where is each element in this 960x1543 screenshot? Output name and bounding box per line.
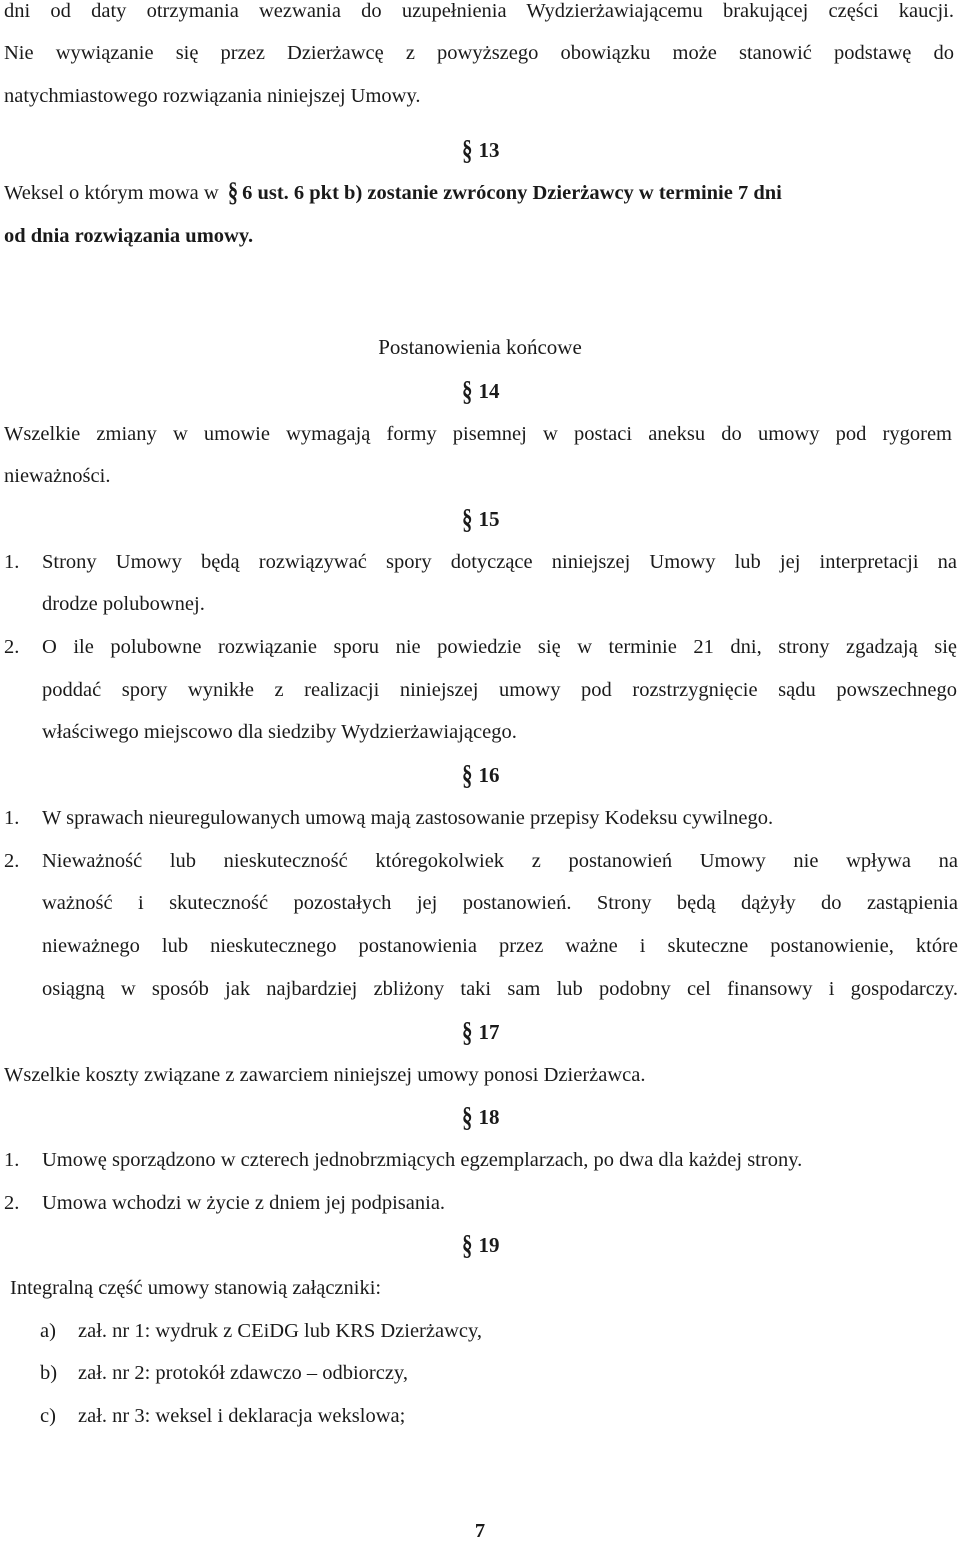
- paragraph-line: O ile polubowne rozwiązanie sporu nie powiedzie się w terminie 21 dni, strony zgadzają się: [42, 636, 957, 658]
- list-number: 1.: [4, 551, 20, 573]
- section-19-heading: [462, 1228, 500, 1262]
- section-symbol: §: [462, 1228, 473, 1262]
- list-number: 1.: [4, 1149, 20, 1171]
- list-number: 1.: [4, 807, 20, 829]
- section-symbol: §: [462, 758, 473, 792]
- section-15-heading: [462, 502, 500, 536]
- paragraph-line: W sprawach nieuregulowanych umową mają zastosowanie przepisy Kodeksu cywilnego.: [42, 807, 774, 829]
- text: Weksel o którym mowa w: [4, 182, 219, 204]
- list-number: 2.: [4, 850, 20, 872]
- paragraph-line: osiągną w sposób jak najbardziej zbliżony taki sam lub podobny cel finansowy i gospodarczy.: [42, 978, 958, 1000]
- paragraph-line: ważność i skuteczność pozostałych jej postanowień. Strony będą dążyły do zastąpienia: [42, 892, 958, 914]
- section-symbol: §: [462, 374, 473, 408]
- section-number: 13: [478, 138, 500, 162]
- section-number: 15: [478, 507, 500, 531]
- paragraph-line: Umowę sporządzono w czterech jednobrzmiących egzemplarzach, po dwa dla każdej strony.: [42, 1149, 803, 1171]
- list-label: b): [40, 1362, 58, 1384]
- section-number: 17: [478, 1020, 500, 1044]
- paragraph-line: od dnia rozwiązania umowy.: [4, 225, 254, 247]
- section-14-heading: [462, 374, 500, 408]
- paragraph-line: Nie wywiązanie się przez Dzierżawcę z powyższego obowiązku może stanowić podstawę do: [4, 42, 954, 64]
- section-18-heading: [462, 1100, 500, 1134]
- paragraph-line: poddać spory wynikłe z realizacji niniejszej umowy pod rozstrzygnięcie sądu powszechnego: [42, 679, 957, 701]
- list-label: c): [40, 1405, 56, 1427]
- section-number: 19: [478, 1233, 500, 1257]
- list-label: a): [40, 1320, 56, 1342]
- page-number: 7: [474, 1520, 486, 1542]
- paragraph-line: Strony Umowy będą rozwiązywać spory dotyczące niniejszej Umowy lub jej interpretacji na: [42, 551, 957, 573]
- section-symbol: §: [462, 1015, 473, 1049]
- section-heading: Postanowienia końcowe: [378, 335, 582, 359]
- list-item: zał. nr 3: weksel i deklaracja wekslowa;: [78, 1405, 406, 1427]
- section-number: 14: [478, 379, 500, 403]
- paragraph-line: natychmiastowego rozwiązania niniejszej Umowy.: [4, 85, 421, 107]
- paragraph-line: właściwego miejscowo dla siedziby Wydzierżawiającego.: [42, 721, 517, 743]
- paragraph-line: Umowa wchodzi w życie z dniem jej podpisania.: [42, 1192, 446, 1214]
- paragraph-line: Nieważność lub nieskuteczność któregokolwiek z postanowień Umowy nie wpływa na: [42, 850, 958, 872]
- paragraph-line: [4, 180, 959, 206]
- section-symbol: §: [462, 1100, 473, 1134]
- list-item: zał. nr 1: wydruk z CEiDG lub KRS Dzierżawcy,: [78, 1320, 483, 1342]
- section-17-heading: [462, 1015, 500, 1049]
- section-symbol: §: [462, 502, 473, 536]
- list-number: 2.: [4, 1192, 20, 1214]
- paragraph-line: nieważnego lub nieskutecznego postanowienia przez ważne i skuteczne postanowienie, które: [42, 935, 958, 957]
- paragraph-line: Wszelkie koszty związane z zawarciem niniejszej umowy ponosi Dzierżawca.: [4, 1064, 646, 1086]
- list-number: 2.: [4, 636, 20, 658]
- section-symbol: §: [227, 178, 239, 208]
- section-number: 18: [478, 1105, 500, 1129]
- section-number: 16: [478, 763, 500, 787]
- list-item: zał. nr 2: protokół zdawczo – odbiorczy,: [78, 1362, 408, 1384]
- paragraph-line: Wszelkie zmiany w umowie wymagają formy pisemnej w postaci aneksu do umowy pod rygorem: [4, 423, 952, 445]
- paragraph-line: dni od daty otrzymania wezwania do uzupełnienia Wydzierżawiającemu brakującej części kaucji.: [4, 0, 954, 22]
- paragraph-line: drodze polubownej.: [42, 593, 205, 615]
- paragraph-line: nieważności.: [4, 465, 111, 487]
- section-symbol: §: [462, 133, 473, 167]
- section-13-heading: [462, 133, 500, 167]
- section-16-heading: [462, 758, 500, 792]
- text-bold: 6 ust. 6 pkt b) zostanie zwrócony Dzierżawcy w terminie 7 dni: [242, 182, 782, 204]
- paragraph-line: Integralną część umowy stanowią załączniki:: [10, 1277, 382, 1299]
